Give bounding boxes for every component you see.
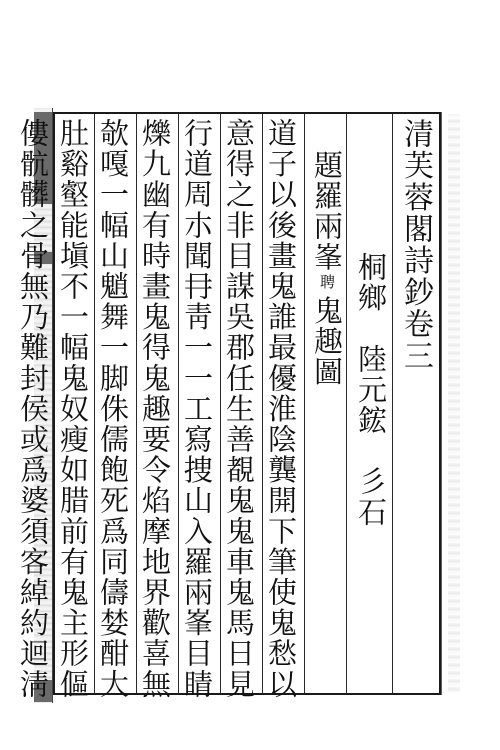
poem-line-2: 意得之非目謀吳郡任生善覩鬼鬼車鬼馬日見 [222, 118, 256, 700]
poem-line-5: 欹嘎一幅山魈舞一脚侏儒飽死爲同儔婪酣大 [96, 118, 130, 700]
column-rule [136, 114, 137, 693]
column-rule [220, 114, 221, 693]
column-rule [346, 114, 347, 693]
poem-line-6: 肚谿壑能塡不一幅鬼奴瘦如腊前有鬼主形傴 [56, 118, 90, 700]
poem-title-note: 聘 [318, 274, 336, 290]
column-rule [262, 114, 263, 693]
poem-line-7: 僂骯髒之骨無乃難封侯或爲婆須客綽約迴淸 [16, 118, 50, 700]
text-frame-inner-rule [441, 112, 446, 695]
poem-title-main: 題羅兩峯 [310, 150, 344, 273]
poem-line-1: 道子以後畫鬼誰最優淮陰龔開下筆使鬼愁以 [264, 118, 298, 700]
author-line: 桐鄉 陸元鋐 彡石 [354, 252, 388, 528]
column-rule [304, 114, 305, 693]
poem-title [310, 150, 344, 388]
column-rule [178, 114, 179, 693]
volume-title: 清芙蓉閣詩鈔卷三 [398, 118, 433, 372]
poem-line-3: 行道周朩聞冄靑一一工寫捜山入羅兩峯目睛 [180, 118, 214, 700]
column-rule [94, 114, 95, 693]
column-rule [392, 114, 393, 693]
poem-line-4: 爍九幽有時畫鬼得鬼趣要令焰摩地界歡喜無 [138, 118, 172, 700]
page-right-edge [448, 114, 460, 692]
poem-title-rest: 鬼趣圖 [310, 295, 344, 388]
